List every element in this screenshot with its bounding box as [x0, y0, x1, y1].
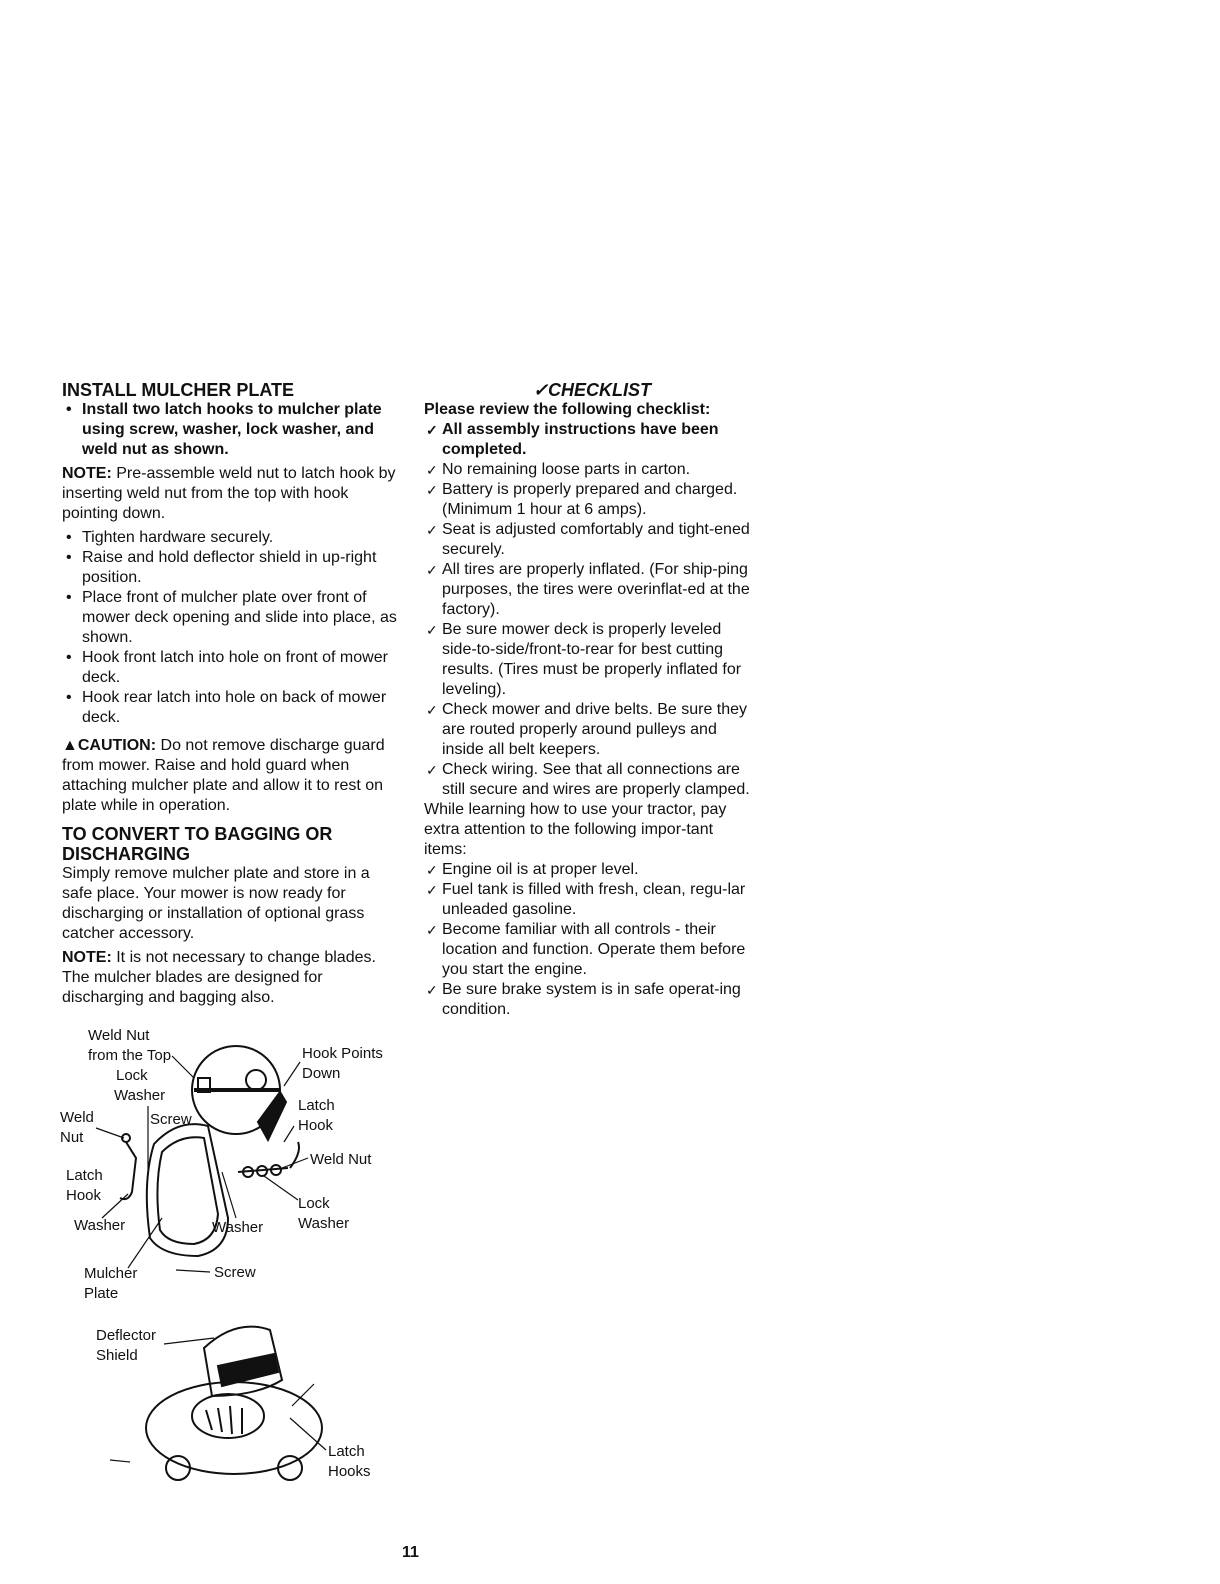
list-item: ✓ No remaining loose parts in carton. [424, 460, 760, 480]
label-hook-points: Hook Points [302, 1045, 383, 1062]
note-label: NOTE: [62, 949, 112, 966]
list-item: ✓ Check mower and drive belts. Be sure they are routed properly around pulleys and inside all belt keepers. [424, 700, 760, 760]
list-item: ✓ Engine oil is at proper level. [424, 860, 760, 880]
label-washer-left: Washer [74, 1217, 126, 1234]
install-mulcher-plate-heading: INSTALL MULCHER PLATE [62, 380, 294, 400]
label-nut: Nut [60, 1129, 84, 1146]
note-label: NOTE: [62, 465, 112, 482]
mulcher-plate-diagram [58, 1022, 408, 1312]
label-weld-nut-right: Weld Nut [310, 1151, 372, 1168]
label-weld: Weld [60, 1109, 94, 1126]
caution-text: Do not remove discharge guard from mower. Raise and hold guard when attaching mulcher plate and allow it to rest on plate while in operation. [62, 737, 385, 814]
convert-heading: TO CONVERT TO BAGGING OR DISCHARGING [62, 824, 333, 864]
leader-lines [110, 1338, 326, 1462]
label-hook-left: Hook [66, 1187, 102, 1204]
operation-checklist [424, 860, 760, 1020]
label-latch-hooks-1: Latch [328, 1443, 365, 1460]
label-from-the-top: from the Top [88, 1047, 172, 1064]
label-shield: Shield [96, 1347, 138, 1364]
list-item: • Place front of mulcher plate over front of mower deck opening and slide into place, as shown. [62, 588, 404, 648]
list-item: ✓ Become familiar with all controls - their location and function. Operate them before you start the engine. [424, 920, 760, 980]
caution-label: CAUTION: [77, 737, 157, 754]
list-item: ✓ Battery is properly prepared and charged. (Minimum 1 hour at 6 amps). [424, 480, 760, 520]
note-text: Pre-assemble weld nut to latch hook by inserting weld nut from the top with hook pointing down. [62, 465, 396, 522]
list-item: • Install two latch hooks to mulcher plate using screw, washer, lock washer, and weld nut as shown. [62, 400, 404, 460]
label-deflector: Deflector [96, 1327, 157, 1344]
list-item: ✓ Be sure mower deck is properly leveled side-to-side/front-to-rear for best cutting results. (Tires must be properly inflated for leveling). [424, 620, 760, 700]
convert-paragraph: Simply remove mulcher plate and store in a safe place. Your mower is now ready for discharging or installation of optional grass catcher accessory. [62, 865, 370, 942]
label-washer-right: Washer [298, 1215, 350, 1232]
left-column [62, 380, 404, 1008]
list-item: • Raise and hold deflector shield in up-right position. [62, 548, 404, 588]
list-item: • Tighten hardware securely. [62, 528, 404, 548]
label-weld-nut-top: Weld Nut [88, 1027, 150, 1044]
label-hook-right: Hook [298, 1117, 334, 1134]
list-item: ✓ Seat is adjusted comfortably and tight-ened securely. [424, 520, 760, 560]
label-mulcher: Mulcher [84, 1265, 138, 1282]
list-item: ✓ Be sure brake system is in safe operat-ing condition. [424, 980, 760, 1020]
checklist-heading: ✓CHECKLIST [532, 380, 652, 400]
list-item: ✓ Fuel tank is filled with fresh, clean, regu-lar unleaded gasoline. [424, 880, 760, 920]
mounting-steps-list [62, 528, 404, 728]
label-latch-right: Latch [298, 1097, 335, 1114]
label-washer: Washer [114, 1087, 166, 1104]
list-item: • Hook rear latch into hole on back of mower deck. [62, 688, 404, 728]
note-blades [62, 948, 404, 1008]
label-lock: Lock [116, 1067, 148, 1084]
label-down: Down [302, 1065, 341, 1082]
mower-deck-shape [146, 1382, 322, 1480]
label-lock-right: Lock [298, 1195, 330, 1212]
label-screw-top: Screw [150, 1111, 192, 1128]
label-plate: Plate [84, 1285, 119, 1302]
label-latch-left: Latch [66, 1167, 103, 1184]
install-steps-list [62, 400, 404, 460]
list-item: • Hook front latch into hole on front of mower deck. [62, 648, 404, 688]
caution-icon: ▲ [62, 737, 78, 754]
operation-paragraph: While learning how to use your tractor, pay extra attention to the following impor-tant items: [424, 801, 727, 858]
mower-deck-diagram [86, 1310, 386, 1510]
right-column [424, 380, 760, 1020]
assembly-checklist [424, 420, 760, 800]
note-text: It is not necessary to change blades. The mulcher blades are designed for discharging and bagging also. [62, 949, 376, 1006]
note-preassemble [62, 464, 404, 524]
checklist-intro: Please review the following checklist: [424, 401, 711, 418]
label-washer-mid: Washer [212, 1219, 264, 1236]
caution-block [62, 736, 404, 816]
list-item: ✓ Check wiring. See that all connections are still secure and wires are properly clamped. [424, 760, 760, 800]
list-item: ✓ All assembly instructions have been completed. [424, 420, 760, 460]
label-screw-bottom: Screw [214, 1264, 256, 1281]
page-number: 11 [402, 1544, 419, 1561]
label-latch-hooks-2: Hooks [328, 1463, 371, 1480]
list-item: ✓ All tires are properly inflated. (For ship-ping purposes, the tires were overinflat-ed at the factory). [424, 560, 760, 620]
